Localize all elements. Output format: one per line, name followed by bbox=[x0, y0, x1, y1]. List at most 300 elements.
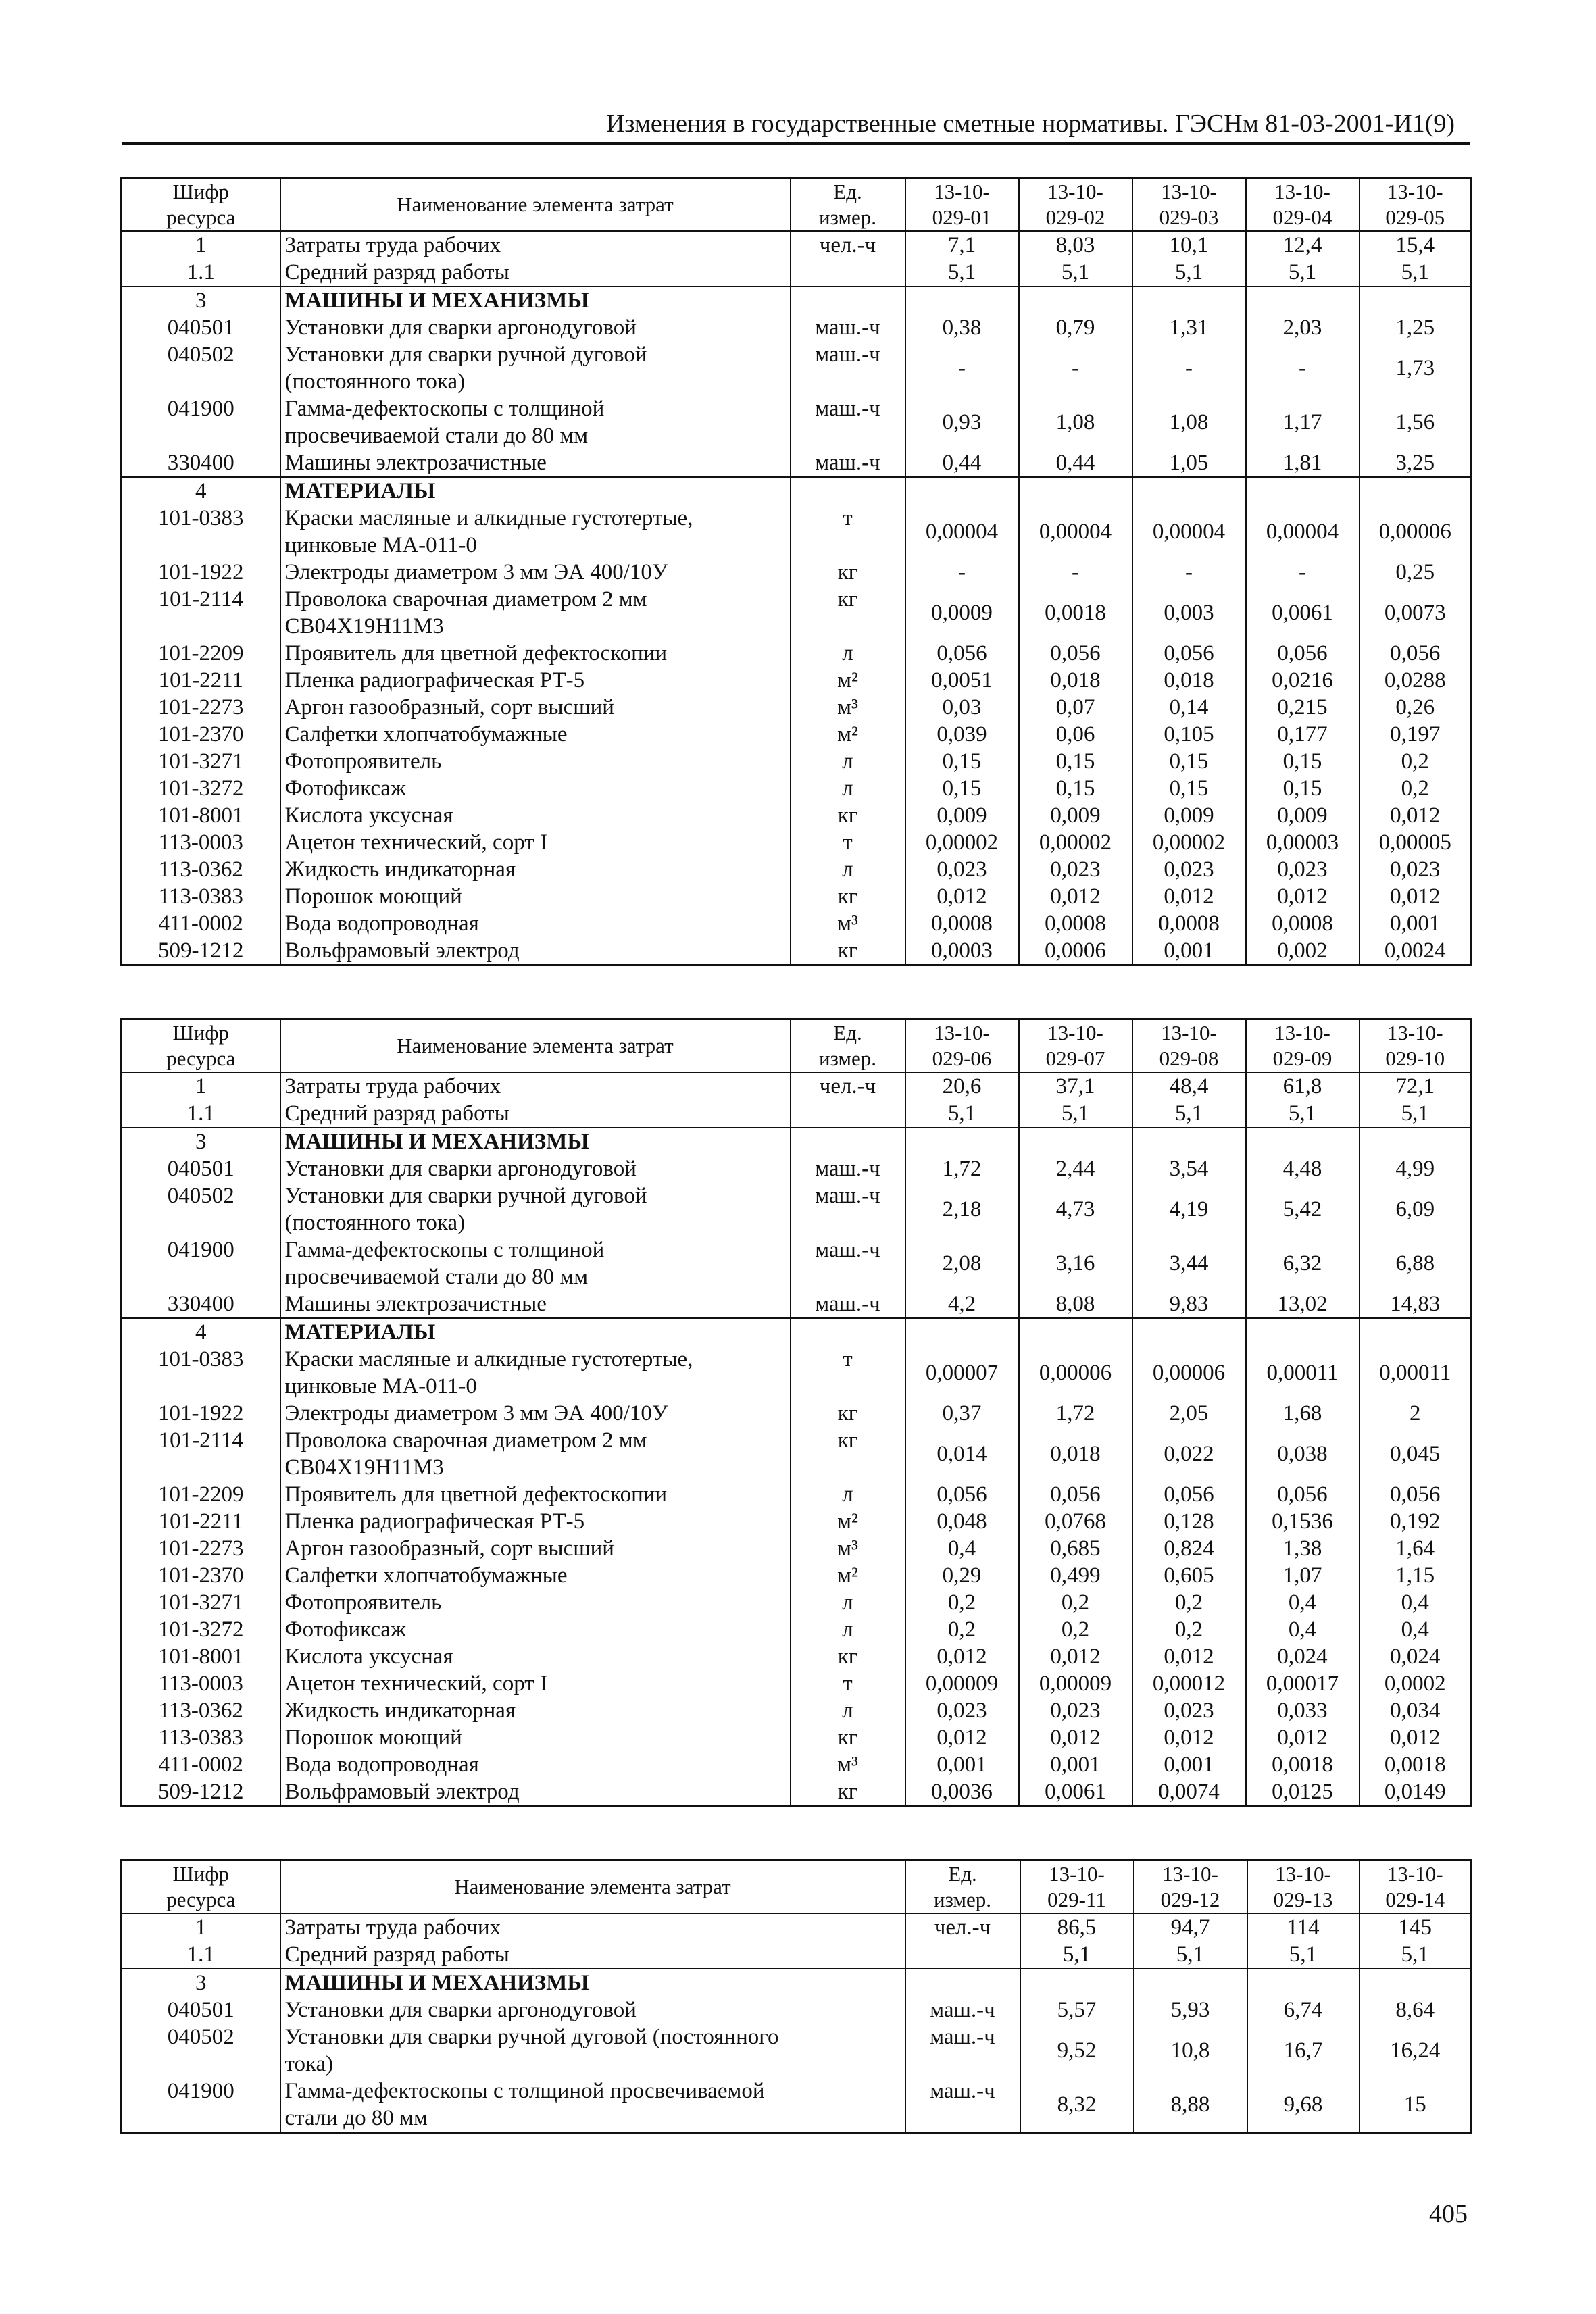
unit: маш.-ч bbox=[791, 1290, 905, 1318]
norm-value: 0,023 bbox=[1019, 856, 1132, 883]
norm-value: 5,1 bbox=[1360, 1941, 1472, 1969]
cost-element-name bbox=[280, 314, 791, 341]
name-line: МАШИНЫ И МЕХАНИЗМЫ bbox=[284, 1971, 589, 1995]
table-row bbox=[122, 694, 1472, 721]
resource-code: 3 bbox=[122, 286, 280, 314]
norm-value: 0,00006 bbox=[1360, 505, 1472, 559]
norm-value: 0,15 bbox=[1246, 775, 1360, 802]
name-line: Проволока сварочная диаметром 2 мм bbox=[284, 1428, 647, 1453]
table-row bbox=[122, 1589, 1472, 1616]
cost-element-name bbox=[280, 1778, 791, 1807]
resource-code: 040502 bbox=[122, 341, 280, 395]
norm-value bbox=[1019, 1128, 1132, 1155]
norm-value: 12,4 bbox=[1246, 231, 1360, 259]
unit: маш.-ч bbox=[791, 1182, 905, 1236]
header-line: 029-12 bbox=[1160, 1888, 1220, 1911]
norm-value bbox=[1246, 1318, 1360, 1346]
col-header-norm bbox=[905, 178, 1019, 232]
unit: кг bbox=[791, 1778, 905, 1807]
resource-code: 101-3271 bbox=[122, 1589, 280, 1616]
resource-code: 113-0362 bbox=[122, 856, 280, 883]
norm-value: 0,00002 bbox=[1132, 829, 1246, 856]
norms-table-2 bbox=[120, 1018, 1472, 1807]
cost-element-name bbox=[280, 586, 791, 640]
unit bbox=[791, 1318, 905, 1346]
name-line: Фотопроявитель bbox=[284, 1590, 442, 1615]
norm-value: 0,022 bbox=[1132, 1427, 1246, 1481]
table-row bbox=[122, 1481, 1472, 1508]
resource-code: 101-2114 bbox=[122, 586, 280, 640]
norm-value bbox=[1360, 286, 1472, 314]
norm-value: 15 bbox=[1360, 2078, 1472, 2133]
cost-element-name bbox=[280, 1724, 791, 1751]
norm-value: 0,009 bbox=[1132, 802, 1246, 829]
norm-value: 5,93 bbox=[1134, 1996, 1247, 2023]
cost-element-name bbox=[280, 1643, 791, 1670]
header-line: 029-14 bbox=[1385, 1888, 1445, 1911]
cost-element-name bbox=[280, 1913, 905, 1941]
norm-value: 0,2 bbox=[905, 1616, 1019, 1643]
col-header-code bbox=[122, 1861, 280, 1914]
norm-value: 94,7 bbox=[1134, 1913, 1247, 1941]
norm-value: 0,03 bbox=[905, 694, 1019, 721]
cost-element-name bbox=[280, 937, 791, 965]
norm-value bbox=[1360, 477, 1472, 505]
table-row bbox=[122, 640, 1472, 667]
cost-element-name bbox=[280, 559, 791, 586]
resource-code: 101-2370 bbox=[122, 721, 280, 748]
name-line: Порошок моющий bbox=[284, 884, 462, 909]
unit: л bbox=[791, 775, 905, 802]
norm-value: 0,15 bbox=[1246, 748, 1360, 775]
norm-value: 0,00009 bbox=[905, 1670, 1019, 1697]
norm-value: 0,00011 bbox=[1246, 1346, 1360, 1400]
name-line: Вода водопроводная bbox=[284, 1753, 479, 1777]
resource-code: 101-8001 bbox=[122, 1643, 280, 1670]
name-line: Средний разряд работы bbox=[284, 1942, 509, 1967]
norm-value: 0,023 bbox=[1132, 1697, 1246, 1724]
unit: м² bbox=[791, 1508, 905, 1535]
norm-value: 0,2 bbox=[1132, 1589, 1246, 1616]
name-line: Проявитель для цветной дефектоскопии bbox=[284, 641, 668, 665]
norm-value bbox=[1132, 1318, 1246, 1346]
name-line: цинковые МА-011-0 bbox=[284, 1374, 477, 1399]
resource-code: 509-1212 bbox=[122, 937, 280, 965]
cost-element-name bbox=[280, 505, 791, 559]
header-line: 029-06 bbox=[932, 1047, 992, 1070]
table-row bbox=[122, 1562, 1472, 1589]
norm-value: 0,023 bbox=[905, 1697, 1019, 1724]
norm-value: 3,16 bbox=[1019, 1236, 1132, 1290]
unit bbox=[791, 1100, 905, 1128]
norm-value: 0,215 bbox=[1246, 694, 1360, 721]
norm-value: 0,001 bbox=[1360, 910, 1472, 937]
norm-value bbox=[1247, 1969, 1360, 1996]
norm-value: 0,0051 bbox=[905, 667, 1019, 694]
norm-value bbox=[1246, 477, 1360, 505]
unit: маш.-ч bbox=[791, 341, 905, 395]
norm-value: 1,64 bbox=[1360, 1535, 1472, 1562]
norm-value: 0,012 bbox=[1246, 1724, 1360, 1751]
col-header-norm bbox=[1246, 178, 1360, 232]
norm-value: 8,08 bbox=[1019, 1290, 1132, 1318]
resource-code: 101-2273 bbox=[122, 1535, 280, 1562]
name-line: просвечиваемой стали до 80 мм bbox=[284, 1265, 589, 1289]
norm-value: 86,5 bbox=[1020, 1913, 1134, 1941]
norm-value bbox=[1020, 1969, 1134, 1996]
header-line: измер. bbox=[818, 205, 877, 229]
norm-value: 0,009 bbox=[905, 802, 1019, 829]
cost-element-name bbox=[280, 883, 791, 910]
norm-value: 0,023 bbox=[1019, 1697, 1132, 1724]
table-row bbox=[122, 1400, 1472, 1427]
norm-value: 0,197 bbox=[1360, 721, 1472, 748]
norm-value: 0,2 bbox=[1019, 1589, 1132, 1616]
cost-element-name bbox=[280, 829, 791, 856]
resource-code: 1.1 bbox=[122, 259, 280, 286]
resource-code: 101-1922 bbox=[122, 1400, 280, 1427]
col-header-code bbox=[122, 1020, 280, 1073]
norm-value: 0,056 bbox=[1360, 1481, 1472, 1508]
cost-element-name bbox=[280, 1589, 791, 1616]
norm-value: 15,4 bbox=[1360, 231, 1472, 259]
norm-value: 0,0024 bbox=[1360, 937, 1472, 965]
col-header-norm bbox=[1132, 178, 1246, 232]
norm-value: 48,4 bbox=[1132, 1072, 1246, 1100]
norm-value: 0,023 bbox=[1132, 856, 1246, 883]
norm-value: 1,81 bbox=[1246, 449, 1360, 477]
header-line: 029-08 bbox=[1159, 1047, 1219, 1070]
name-line: Установки для сварки аргонодуговой bbox=[284, 1157, 637, 1181]
unit: л bbox=[791, 1616, 905, 1643]
header-line: 13-10- bbox=[1387, 1862, 1443, 1886]
norm-value: 0,012 bbox=[1360, 883, 1472, 910]
norm-value: 5,1 bbox=[1132, 1100, 1246, 1128]
norm-value: 0,15 bbox=[905, 775, 1019, 802]
norm-value: 0,056 bbox=[905, 640, 1019, 667]
norm-value: 4,2 bbox=[905, 1290, 1019, 1318]
header-line: ресурса bbox=[166, 1047, 236, 1070]
norm-value: 0,00006 bbox=[1019, 1346, 1132, 1400]
unit: л bbox=[791, 856, 905, 883]
norm-value bbox=[905, 1128, 1019, 1155]
name-line: Электроды диаметром 3 мм ЭА 400/10У bbox=[284, 560, 668, 584]
resource-code: 101-2209 bbox=[122, 1481, 280, 1508]
name-line: МАШИНЫ И МЕХАНИЗМЫ bbox=[284, 1130, 589, 1154]
norm-value: 0,023 bbox=[1246, 856, 1360, 883]
cost-element-name bbox=[280, 341, 791, 395]
name-line: Гамма-дефектоскопы с толщиной bbox=[284, 397, 605, 421]
norm-value: 1,72 bbox=[905, 1155, 1019, 1182]
norm-value: 0,001 bbox=[1132, 937, 1246, 965]
name-line: Вода водопроводная bbox=[284, 911, 479, 936]
norm-value: 6,32 bbox=[1246, 1236, 1360, 1290]
name-line: Пленка радиографическая РТ-5 bbox=[284, 1509, 585, 1534]
resource-code: 4 bbox=[122, 1318, 280, 1346]
norm-value: 0,1536 bbox=[1246, 1508, 1360, 1535]
norm-value: - bbox=[1246, 559, 1360, 586]
cost-element-name bbox=[280, 1670, 791, 1697]
resource-code: 101-0383 bbox=[122, 1346, 280, 1400]
name-line: Гамма-дефектоскопы с толщиной bbox=[284, 1238, 605, 1262]
table-row bbox=[122, 1913, 1472, 1941]
table-row bbox=[122, 1236, 1472, 1290]
table-row bbox=[122, 2023, 1472, 2078]
cost-element-name bbox=[280, 1508, 791, 1535]
norm-value: 5,1 bbox=[1247, 1941, 1360, 1969]
cost-element-name bbox=[280, 667, 791, 694]
cost-element-name bbox=[280, 231, 791, 259]
name-line: Средний разряд работы bbox=[284, 260, 509, 284]
table-row bbox=[122, 667, 1472, 694]
name-line: МАТЕРИАЛЫ bbox=[284, 1320, 436, 1344]
name-line: просвечиваемой стали до 80 мм bbox=[284, 424, 589, 448]
norm-value: 0,012 bbox=[905, 1643, 1019, 1670]
norm-value: 9,52 bbox=[1020, 2023, 1134, 2078]
col-header-name: Наименование элемента затрат bbox=[280, 178, 791, 232]
norm-value: 5,1 bbox=[1246, 259, 1360, 286]
norm-value: 0,024 bbox=[1246, 1643, 1360, 1670]
name-line: Установки для сварки аргонодуговой bbox=[284, 316, 637, 340]
unit: кг bbox=[791, 883, 905, 910]
norm-value: 0,0073 bbox=[1360, 586, 1472, 640]
unit: кг bbox=[791, 1643, 905, 1670]
norm-value: 0,056 bbox=[1132, 1481, 1246, 1508]
resource-code: 411-0002 bbox=[122, 910, 280, 937]
cost-element-name bbox=[280, 259, 791, 286]
name-line: Краски масляные и алкидные густотертые, bbox=[284, 506, 693, 530]
page-number: 405 bbox=[1429, 2200, 1468, 2228]
header-line: 13-10- bbox=[1387, 180, 1443, 203]
cost-element-name bbox=[280, 2078, 905, 2133]
name-line: Затраты труда рабочих bbox=[284, 1915, 501, 1940]
header-title: Изменения в государственные сметные нормативы. ГЭСНм 81-03-2001-И1(9) bbox=[605, 109, 1455, 138]
resource-code: 113-0003 bbox=[122, 829, 280, 856]
norm-value: 61,8 bbox=[1246, 1072, 1360, 1100]
norm-value: 0,29 bbox=[905, 1562, 1019, 1589]
table-row bbox=[122, 586, 1472, 640]
unit: кг bbox=[791, 1427, 905, 1481]
header-line: 13-10- bbox=[1275, 1862, 1331, 1886]
resource-code: 113-0383 bbox=[122, 883, 280, 910]
table-row bbox=[122, 559, 1472, 586]
norm-value: 0,012 bbox=[1360, 802, 1472, 829]
col-header-norm bbox=[1246, 1020, 1360, 1073]
resource-code: 040501 bbox=[122, 1996, 280, 2023]
cost-element-name bbox=[280, 1400, 791, 1427]
norm-value: 0,056 bbox=[1246, 640, 1360, 667]
header-line: 13-10- bbox=[934, 180, 990, 203]
norm-value: - bbox=[905, 559, 1019, 586]
norm-value: 0,0216 bbox=[1246, 667, 1360, 694]
norm-value: 0,00017 bbox=[1246, 1670, 1360, 1697]
norm-value: 16,7 bbox=[1247, 2023, 1360, 2078]
header-line: 13-10- bbox=[1274, 1021, 1330, 1045]
norm-value: 0,79 bbox=[1019, 314, 1132, 341]
norm-value: 0,0002 bbox=[1360, 1670, 1472, 1697]
table-row bbox=[122, 1072, 1472, 1100]
unit: маш.-ч bbox=[791, 449, 905, 477]
norm-value: 1,72 bbox=[1019, 1400, 1132, 1427]
resource-code: 040502 bbox=[122, 1182, 280, 1236]
header-line: 029-05 bbox=[1385, 205, 1445, 229]
resource-code: 101-3271 bbox=[122, 748, 280, 775]
norm-value: 0,00002 bbox=[905, 829, 1019, 856]
norm-value: 4,99 bbox=[1360, 1155, 1472, 1182]
norm-value: 0,00002 bbox=[1019, 829, 1132, 856]
header-line: 13-10- bbox=[1387, 1021, 1443, 1045]
norm-value: 0,0018 bbox=[1246, 1751, 1360, 1778]
norm-value: 0,0008 bbox=[905, 910, 1019, 937]
norm-value: 0,0008 bbox=[1132, 910, 1246, 937]
norm-value: 0,001 bbox=[905, 1751, 1019, 1778]
norm-value: 3,44 bbox=[1132, 1236, 1246, 1290]
name-line: Машины электрозачистные bbox=[284, 451, 547, 475]
norm-value: 8,32 bbox=[1020, 2078, 1134, 2133]
norm-value: 0,00009 bbox=[1019, 1670, 1132, 1697]
norm-value: 1,17 bbox=[1246, 395, 1360, 449]
name-line: СВ04Х19Н11М3 bbox=[284, 614, 444, 638]
table-row bbox=[122, 259, 1472, 286]
table-row bbox=[122, 1535, 1472, 1562]
norm-value: - bbox=[905, 341, 1019, 395]
norm-value: 0,2 bbox=[1019, 1616, 1132, 1643]
col-header-norm bbox=[1247, 1861, 1360, 1914]
header-line: 13-10- bbox=[1049, 1862, 1105, 1886]
header-row bbox=[122, 178, 1472, 232]
norm-value bbox=[1246, 1128, 1360, 1155]
unit: маш.-ч bbox=[905, 2023, 1020, 2078]
norm-value: - bbox=[1132, 341, 1246, 395]
name-line: Кислота уксусная bbox=[284, 803, 453, 828]
col-header-norm bbox=[1019, 1020, 1132, 1073]
resource-code: 113-0003 bbox=[122, 1670, 280, 1697]
norm-value: 0,0018 bbox=[1019, 586, 1132, 640]
resource-code: 3 bbox=[122, 1969, 280, 1996]
col-header-unit bbox=[791, 178, 905, 232]
table-row bbox=[122, 505, 1472, 559]
resource-code: 101-2209 bbox=[122, 640, 280, 667]
norm-value: 0,00006 bbox=[1132, 1346, 1246, 1400]
unit: маш.-ч bbox=[905, 2078, 1020, 2133]
norm-value: 5,1 bbox=[905, 259, 1019, 286]
norm-value: 0,26 bbox=[1360, 694, 1472, 721]
norm-value: 0,056 bbox=[1132, 640, 1246, 667]
norm-value bbox=[1246, 286, 1360, 314]
table-row bbox=[122, 1100, 1472, 1128]
name-line: Пленка радиографическая РТ-5 bbox=[284, 668, 585, 693]
unit: м³ bbox=[791, 1535, 905, 1562]
header-line: измер. bbox=[818, 1047, 877, 1070]
cost-element-name bbox=[280, 748, 791, 775]
norm-value: 0,0003 bbox=[905, 937, 1019, 965]
table-row bbox=[122, 1670, 1472, 1697]
norm-value: 0,00003 bbox=[1246, 829, 1360, 856]
header-line: ресурса bbox=[166, 205, 236, 229]
norm-value: 8,03 bbox=[1019, 231, 1132, 259]
unit: л bbox=[791, 1481, 905, 1508]
cost-element-name bbox=[280, 1290, 791, 1318]
cost-element-name bbox=[280, 1481, 791, 1508]
col-header-unit bbox=[905, 1861, 1020, 1914]
norm-value: 0,009 bbox=[1246, 802, 1360, 829]
name-line: Средний разряд работы bbox=[284, 1101, 509, 1126]
header-line: Ед. bbox=[833, 180, 862, 203]
norm-value: 0,056 bbox=[1246, 1481, 1360, 1508]
table-row bbox=[122, 829, 1472, 856]
unit: кг bbox=[791, 802, 905, 829]
norm-value: 0,00004 bbox=[905, 505, 1019, 559]
norm-value: 0,2 bbox=[1360, 748, 1472, 775]
norm-value: 1,05 bbox=[1132, 449, 1246, 477]
name-line: Установки для сварки ручной дуговой bbox=[284, 1184, 647, 1208]
norm-value bbox=[1132, 286, 1246, 314]
cost-element-name bbox=[280, 1072, 791, 1100]
unit bbox=[791, 259, 905, 286]
header-line: Шифр bbox=[172, 1021, 229, 1045]
name-line: Электроды диаметром 3 мм ЭА 400/10У bbox=[284, 1401, 668, 1426]
norm-value: - bbox=[1246, 341, 1360, 395]
norm-value: 5,1 bbox=[1020, 1941, 1134, 1969]
norm-value: 0,00007 bbox=[905, 1346, 1019, 1400]
name-line: Ацетон технический, сорт I bbox=[284, 1671, 547, 1696]
resource-code: 101-8001 bbox=[122, 802, 280, 829]
name-line: Гамма-дефектоскопы с толщиной просвечиваемой bbox=[284, 2079, 765, 2103]
norm-value: 0,14 bbox=[1132, 694, 1246, 721]
table-row bbox=[122, 802, 1472, 829]
header-line: 13-10- bbox=[1047, 1021, 1103, 1045]
norm-value: 0,2 bbox=[1360, 775, 1472, 802]
norm-value: 6,88 bbox=[1360, 1236, 1472, 1290]
norm-value: 9,83 bbox=[1132, 1290, 1246, 1318]
table-row bbox=[122, 937, 1472, 965]
unit: м³ bbox=[791, 1751, 905, 1778]
name-line: Кислота уксусная bbox=[284, 1644, 453, 1669]
norm-value: 5,1 bbox=[1360, 259, 1472, 286]
norms-table-1 bbox=[120, 177, 1472, 966]
norm-value: 0,00004 bbox=[1246, 505, 1360, 559]
header-line: 13-10- bbox=[1161, 180, 1217, 203]
norm-value: 0,128 bbox=[1132, 1508, 1246, 1535]
norm-value bbox=[1132, 1128, 1246, 1155]
norm-value: 1,73 bbox=[1360, 341, 1472, 395]
norm-value: 1,25 bbox=[1360, 314, 1472, 341]
name-line: Вольфрамовый электрод bbox=[284, 1780, 520, 1804]
cost-element-name bbox=[280, 1155, 791, 1182]
header-line: 029-10 bbox=[1385, 1047, 1445, 1070]
norm-value: 2,05 bbox=[1132, 1400, 1246, 1427]
col-header-code bbox=[122, 178, 280, 232]
name-line: тока) bbox=[284, 2052, 334, 2076]
cost-element-name bbox=[280, 856, 791, 883]
norm-value: 0,056 bbox=[1360, 640, 1472, 667]
unit: кг bbox=[791, 1400, 905, 1427]
norm-value: 5,1 bbox=[905, 1100, 1019, 1128]
name-line: стали до 80 мм bbox=[284, 2106, 428, 2130]
table-row bbox=[122, 1290, 1472, 1318]
header-line: 13-10- bbox=[1274, 180, 1330, 203]
table-row bbox=[122, 2078, 1472, 2133]
unit: м³ bbox=[791, 694, 905, 721]
norm-value: 0,002 bbox=[1246, 937, 1360, 965]
norm-value: 0,039 bbox=[905, 721, 1019, 748]
section-row bbox=[122, 286, 1472, 314]
col-header-norm bbox=[1132, 1020, 1246, 1073]
col-header-name: Наименование элемента затрат bbox=[280, 1020, 791, 1073]
norm-value: 0,4 bbox=[905, 1535, 1019, 1562]
norm-value: - bbox=[1019, 341, 1132, 395]
norm-value bbox=[1360, 1128, 1472, 1155]
